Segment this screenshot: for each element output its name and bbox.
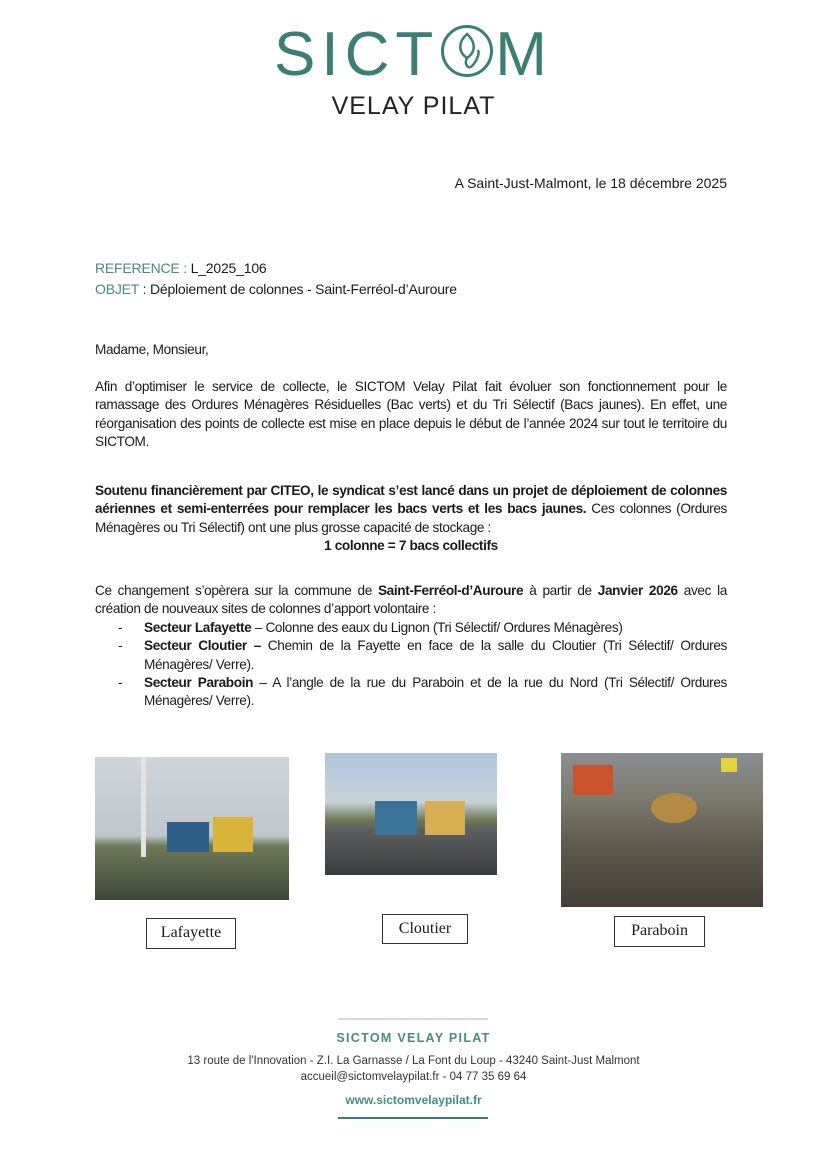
paragraph-2-text: Ces colonnes (Ordures Ménagères ou Tri Sélectif) ont une plus grosse capacité de stockage : <box>95 501 727 535</box>
sector-desc: Chemin de la Fayette en face de la salle du Cloutier (Tri Sélectif/ Ordures Ménagères/ Verre). <box>144 638 727 672</box>
paragraph-2-bold: Soutenu financièrement par CITEO, le syndicat s’est lancé dans un projet de déploiement de colonnes aériennes et semi-enterrées pour remplacer les bacs verts et les bacs jaunes. <box>95 483 727 517</box>
paragraph-1-text: Afin d’optimiser le service de collecte, le SICTOM Velay Pilat fait évoluer son fonctionnement pour le ramassage des Ordures Ménagères Résiduelles (Bac verts) et du Tri Sélectif (Bacs jaunes). En effet, une réorganisation des points de collecte est mise en place depuis le début de l’année 2024 sur tout le territoire du SICTOM. <box>95 379 727 450</box>
reference-value: L_2025_106 <box>186 260 267 276</box>
p3-text: Ce changement s’opèrera sur la commune de <box>95 583 378 598</box>
reference-block <box>95 258 457 300</box>
leaf-icon <box>441 25 493 77</box>
highlight-ratio: 1 colonne = 7 bacs collectifs <box>324 538 498 554</box>
p3-date: Janvier 2026 <box>597 583 678 598</box>
p3-text: avec la création de nouveaux sites de colonnes d’apport volontaire : <box>95 583 727 617</box>
footer-address: 13 route de l'Innovation - Z.I. La Garnasse / La Font du Loup - 43240 Saint-Just Malmont <box>187 1055 640 1067</box>
photo-cloutier <box>325 753 497 875</box>
sector-name: Secteur Lafayette <box>144 619 252 635</box>
list-item <box>95 674 727 711</box>
caption-cloutier: Cloutier <box>382 914 468 944</box>
logo-text-end: M <box>495 20 553 89</box>
paragraph-1 <box>95 378 727 452</box>
logo <box>0 22 827 88</box>
sector-name: Secteur Cloutier – <box>144 638 261 654</box>
list-item <box>95 619 727 637</box>
list-item <box>95 637 727 674</box>
logo-text: SICT <box>274 20 440 89</box>
footer-divider-bottom <box>338 1117 488 1119</box>
p3-text: à partir de <box>523 583 598 598</box>
date-line: A Saint-Just-Malmont, le 18 décembre 2025 <box>454 175 727 191</box>
footer-divider-top <box>338 1018 488 1020</box>
sector-desc: – A l’angle de la rue du Paraboin et de la rue du Nord (Tri Sélectif/ Ordures Ménagères/ Verre). <box>144 675 727 709</box>
photo-lafayette <box>95 757 289 900</box>
salutation: Madame, Monsieur, <box>95 342 209 357</box>
sector-list <box>95 619 727 711</box>
sector-name: Secteur Paraboin <box>144 675 254 691</box>
objet-label: OBJET <box>95 281 139 297</box>
footer-website-link[interactable]: www.sictomvelaypilat.fr <box>345 1093 482 1107</box>
logo-subtitle: VELAY PILAT <box>331 92 496 120</box>
p3-commune: Saint-Ferréol-d’Auroure <box>377 583 524 598</box>
paragraph-3 <box>95 582 727 711</box>
caption-paraboin: Paraboin <box>614 916 705 947</box>
footer-contact: accueil@sictomvelaypilat.fr - 04 77 35 69 64 <box>300 1071 527 1083</box>
photo-paraboin <box>561 753 763 907</box>
objet-value: : Déploiement de colonnes - Saint-Ferréol-d’Auroure <box>138 281 457 297</box>
reference-label: REFERENCE : <box>95 260 187 276</box>
caption-lafayette: Lafayette <box>146 918 236 949</box>
footer-title: SICTOM VELAY PILAT <box>336 1031 491 1045</box>
sector-desc: – Colonne des eaux du Lignon (Tri Sélectif/ Ordures Ménagères) <box>251 619 623 635</box>
paragraph-2 <box>95 482 727 556</box>
